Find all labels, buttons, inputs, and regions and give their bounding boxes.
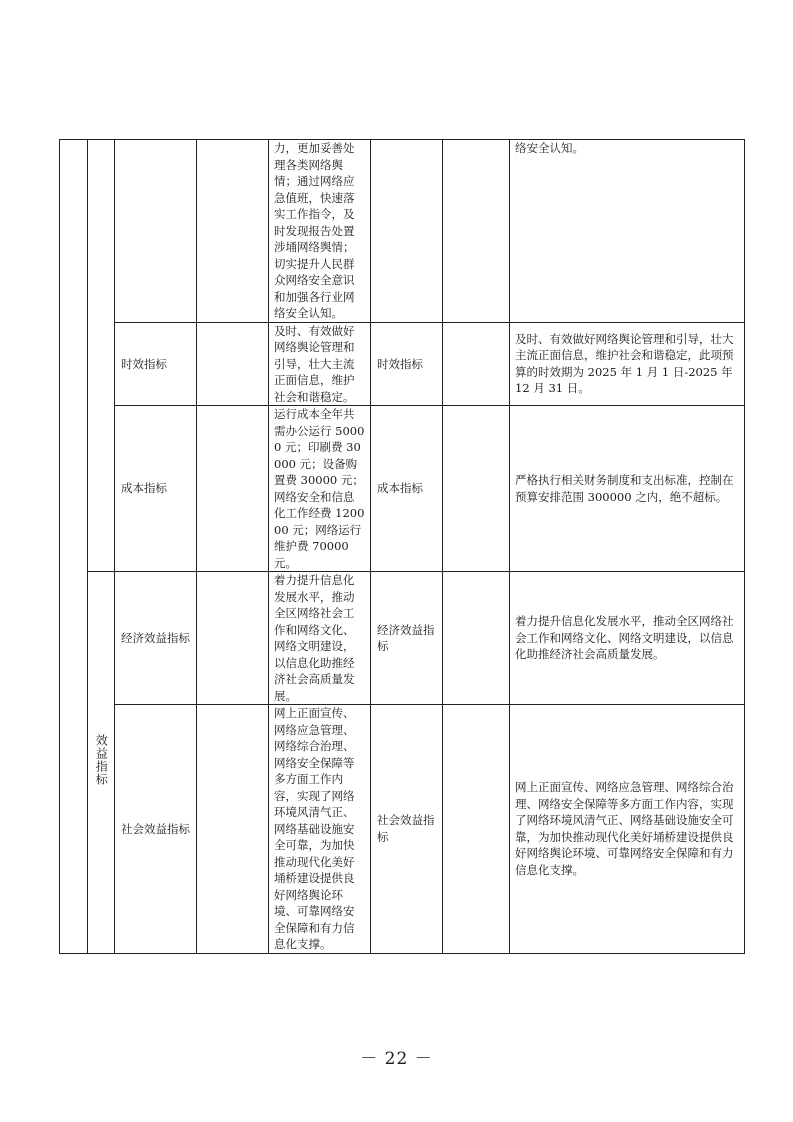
page-number: － 22 － <box>360 1049 433 1069</box>
indicator-desc-cell: 络安全认知。 <box>510 140 745 323</box>
benefit-label: 效益指标 <box>94 734 109 786</box>
indicator-desc-cell: 着力提升信息化发展水平，推动全区网络社会工作和网络文化、网络文明建设，以信息化助推经济社会高质量发展。 <box>510 572 745 705</box>
indicator-desc-cell: 网上正面宣传、网络应急管理、网络综合治理、网络安全保障等多方面工作内容，实现了网络环境风清气正、网络基础设施安全可靠，为加快推动现代化美好埇桥建设提供良好网络舆论环境、可靠网络安全保障和有力信息化支撑。 <box>510 705 745 954</box>
level2-cell-continued <box>88 140 115 572</box>
level3-social: 社会效益指标 <box>115 705 197 954</box>
level2-benefit <box>88 572 115 954</box>
indicator-name-social: 社会效益指标 <box>371 705 443 954</box>
indicator-name-economic: 经济效益指标 <box>371 572 443 705</box>
indicator-desc-cell: 严格执行相关财务制度和支出标准，控制在预算安排范围 300000 之内，绝不超标。 <box>510 406 745 572</box>
table-row-economic <box>60 572 745 705</box>
amount-cell <box>197 140 269 323</box>
level3-time: 时效指标 <box>115 322 197 406</box>
value-cell <box>443 140 510 323</box>
amount-cell <box>197 572 269 705</box>
level3-cost: 成本指标 <box>115 406 197 572</box>
table-row-time <box>60 322 745 406</box>
table-row-cost <box>60 406 745 572</box>
value-cell <box>443 705 510 954</box>
plan-content-cell: 运行成本全年共需办公运行 50000 元；印刷费 30000 元；设备购置费 30000 元；网络安全和信息化工作经费 120000 元；网络运行维护费 70000 元。 <box>269 406 371 572</box>
performance-indicator-table <box>59 139 745 954</box>
plan-content-cell: 着力提升信息化发展水平，推动全区网络社会工作和网络文化、网络文明建设，以信息化助推经济社会高质量发展。 <box>269 572 371 705</box>
table-row-quality-continued <box>60 140 745 323</box>
level3-cell-continued <box>115 140 197 323</box>
indicator-desc-cell: 及时、有效做好网络舆论管理和引导，壮大主流正面信息，维护社会和谐稳定，此项预算的时效期为 2025 年 1 月 1 日-2025 年 12 月 31 日。 <box>510 322 745 406</box>
level1-cell <box>60 140 88 954</box>
amount-cell <box>197 406 269 572</box>
indicator-name-cost: 成本指标 <box>371 406 443 572</box>
level3-economic: 经济效益指标 <box>115 572 197 705</box>
plan-content-cell: 力，更加妥善处理各类网络舆情；通过网络应急值班，快速落实工作指令，及时发现报告处置涉埇网络舆情；切实提升人民群众网络安全意识和加强各行业网络安全认知。 <box>269 140 371 323</box>
table-row-social <box>60 705 745 954</box>
indicator-name-time: 时效指标 <box>371 322 443 406</box>
amount-cell <box>197 705 269 954</box>
plan-content-cell: 网上正面宣传、网络应急管理、网络综合治理、网络安全保障等多方面工作内容，实现了网络环境风清气正、网络基础设施安全可靠，为加快推动现代化美好埇桥建设提供良好网络舆论环境、可靠网络安全保障和有力信息化支撑。 <box>269 705 371 954</box>
value-cell <box>443 322 510 406</box>
value-cell <box>443 406 510 572</box>
indicator-name-cell <box>371 140 443 323</box>
amount-cell <box>197 322 269 406</box>
value-cell <box>443 572 510 705</box>
plan-content-cell: 及时、有效做好网络舆论管理和引导，壮大主流正面信息，维护社会和谐稳定。 <box>269 322 371 406</box>
